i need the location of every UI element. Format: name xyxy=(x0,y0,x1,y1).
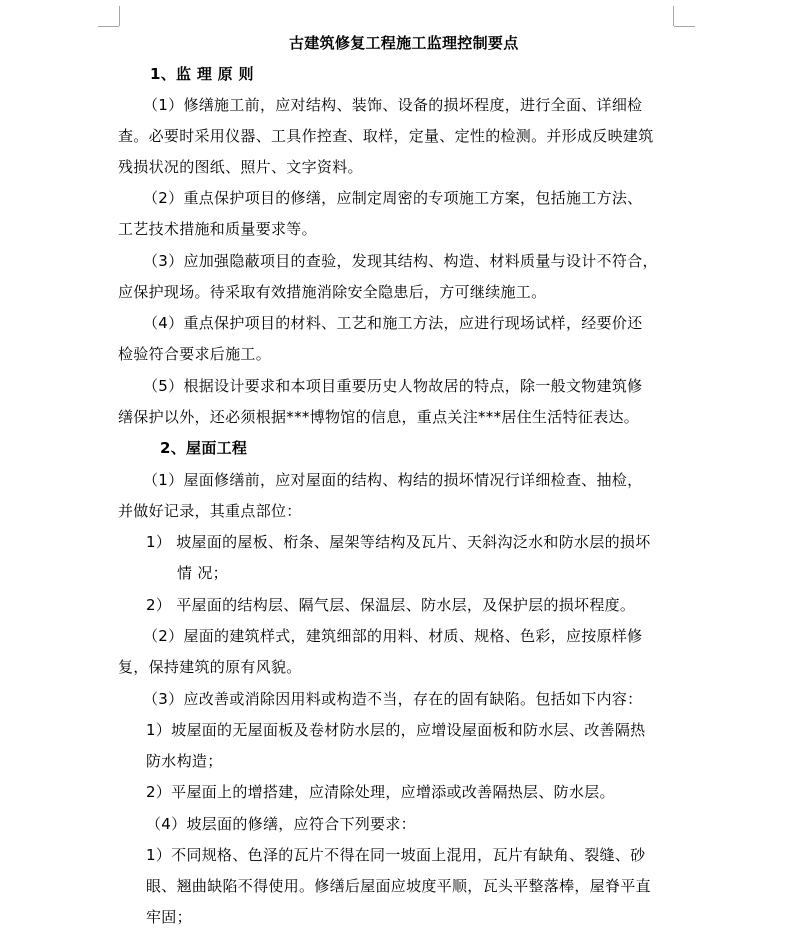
paragraph-line: （5）根据设计要求和本项目重要历史人物故居的特点，除一般文物建筑修 xyxy=(143,377,643,395)
paragraph-line: 工艺技术措施和质量要求等。 xyxy=(118,220,317,238)
paragraph-line: （2）重点保护项目的修缮，应制定周密的专项施工方案，包括施工方法、 xyxy=(143,189,643,207)
paragraph-line: 复，保持建筑的原有风貌。 xyxy=(118,658,302,676)
list-item-line: 防水构造； xyxy=(146,752,223,770)
paragraph-line: （4）坡层面的修缮，应符合下列要求： xyxy=(146,815,416,833)
list-item-line: 2） 平屋面的结构层、隔气层、保温层、防水层，及保护层的损坏程度。 xyxy=(146,596,636,614)
list-item-line: 1） 坡屋面的屋板、桁条、屋架等结构及瓦片、天斜沟泛水和防水层的损坏 xyxy=(146,533,651,551)
crop-mark-top-left xyxy=(119,6,120,26)
section-heading-principles: 1、监 理 原 则 xyxy=(150,65,254,83)
list-item-line: 情 况； xyxy=(177,564,228,582)
paragraph-line: 缮保护以外，还必须根据***博物馆的信息，重点关注***居住生活特征表达。 xyxy=(118,408,640,426)
paragraph-line: （3）应加强隐蔽项目的查验，发现其结构、构造、材料质量与设计不符合， xyxy=(143,252,658,270)
paragraph-line: （1）屋面修缮前，应对屋面的结构、构结的损坏情况行详细检查、抽检， xyxy=(143,471,643,489)
paragraph-line: （1）修缮施工前，应对结构、装饰、设备的损坏程度，进行全面、详细检 xyxy=(143,96,643,114)
paragraph-line: 查。必要时采用仪器、工具作控查、取样，定量、定性的检测。并形成反映建筑 xyxy=(118,127,654,145)
crop-mark-top-right xyxy=(673,6,674,26)
paragraph-line: （4）重点保护项目的材料、工艺和施工方法，应进行现场试样，经要价还 xyxy=(143,314,643,332)
list-item-line: 牢固； xyxy=(146,908,192,926)
list-item-line: 1）不同规格、色泽的瓦片不得在同一坡面上混用，瓦片有缺角、裂缝、砂 xyxy=(146,846,646,864)
crop-mark-top-right xyxy=(674,26,695,27)
paragraph-line: （3）应改善或消除因用料或构造不当，存在的固有缺陷。包括如下内容： xyxy=(143,690,643,708)
list-item-line: 眼、翘曲缺陷不得使用。修缮后屋面应坡度平顺，瓦头平整落棒，屋脊平直 xyxy=(146,877,651,895)
section-heading-roof: 2、屋面工程 xyxy=(160,439,248,457)
paragraph-line: 并做好记录，其重点部位： xyxy=(118,502,302,520)
list-item-line: 1）坡屋面的无屋面板及卷材防水层的，应增设屋面板和防水层、改善隔热 xyxy=(146,721,646,739)
paragraph-line: 残损状况的图纸、照片、文字资料。 xyxy=(118,158,363,176)
crop-mark-top-left xyxy=(98,26,119,27)
paragraph-line: （2）屋面的建筑样式，建筑细部的用料、材质、规格、色彩，应按原样修 xyxy=(143,627,643,645)
paragraph-line: 检验符合要求后施工。 xyxy=(118,345,272,363)
paragraph-line: 应保护现场。待采取有效措施消除安全隐患后，方可继续施工。 xyxy=(118,283,547,301)
document-title: 古建筑修复工程施工监理控制要点 xyxy=(289,34,519,52)
list-item-line: 2）平屋面上的增搭建，应清除处理，应增添或改善隔热层、防水层。 xyxy=(146,783,615,801)
